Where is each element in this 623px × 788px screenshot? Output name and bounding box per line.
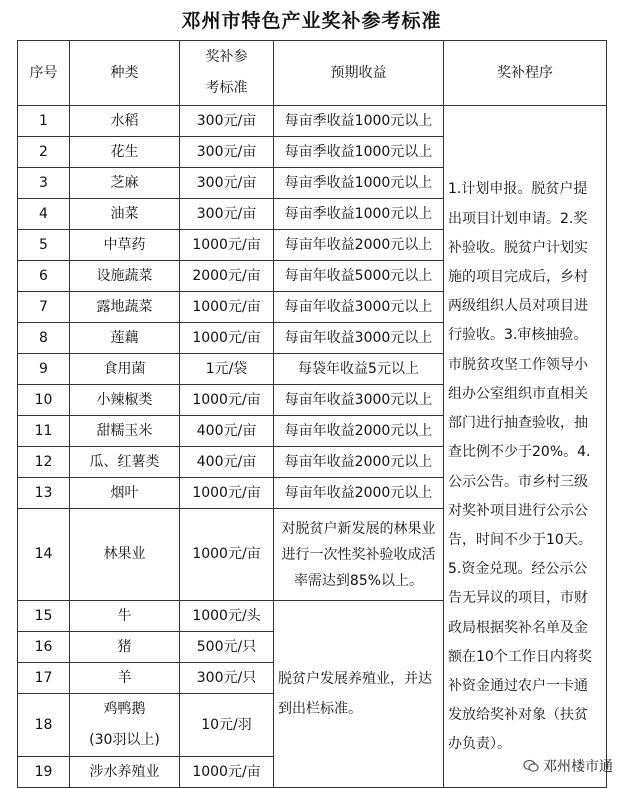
standard-cell: 300元/亩 bbox=[180, 137, 274, 168]
standard-cell: 2000元/亩 bbox=[180, 261, 274, 292]
type-cell: 涉水养殖业 bbox=[70, 757, 180, 788]
header-row bbox=[18, 41, 607, 106]
standard-cell: 300元/亩 bbox=[180, 168, 274, 199]
type-cell: 花生 bbox=[70, 137, 180, 168]
type-cell: 猪 bbox=[70, 632, 180, 663]
seq-cell: 3 bbox=[18, 168, 70, 199]
seq-cell: 6 bbox=[18, 261, 70, 292]
standard-cell: 1000元/亩 bbox=[180, 757, 274, 788]
seq-cell: 4 bbox=[18, 199, 70, 230]
seq-cell: 2 bbox=[18, 137, 70, 168]
standard-cell: 1000元/亩 bbox=[180, 385, 274, 416]
income-cell: 每亩年收益3000元以上 bbox=[274, 323, 444, 354]
type-cell: 小辣椒类 bbox=[70, 385, 180, 416]
income-cell: 每亩季收益1000元以上 bbox=[274, 199, 444, 230]
income-cell: 每亩年收益3000元以上 bbox=[274, 385, 444, 416]
header-seq: 序号 bbox=[18, 41, 70, 106]
standard-cell: 400元/亩 bbox=[180, 447, 274, 478]
type-cell: 露地蔬菜 bbox=[70, 292, 180, 323]
seq-cell: 7 bbox=[18, 292, 70, 323]
standard-cell: 1000元/亩 bbox=[180, 292, 274, 323]
type-cell: 林果业 bbox=[70, 509, 180, 601]
seq-cell: 17 bbox=[18, 663, 70, 694]
type-cell: 烟叶 bbox=[70, 478, 180, 509]
type-cell: 羊 bbox=[70, 663, 180, 694]
seq-cell: 9 bbox=[18, 354, 70, 385]
seq-cell: 18 bbox=[18, 694, 70, 757]
seq-cell: 13 bbox=[18, 478, 70, 509]
seq-cell: 12 bbox=[18, 447, 70, 478]
type-cell bbox=[70, 694, 180, 757]
standard-cell: 1元/袋 bbox=[180, 354, 274, 385]
standard-cell: 300元/亩 bbox=[180, 106, 274, 137]
type-cell: 中草药 bbox=[70, 230, 180, 261]
seq-cell: 15 bbox=[18, 601, 70, 632]
income-cell: 每亩季收益1000元以上 bbox=[274, 137, 444, 168]
header-standard-line2: 考标准 bbox=[205, 80, 248, 96]
seq-cell: 19 bbox=[18, 757, 70, 788]
seq-cell: 16 bbox=[18, 632, 70, 663]
standard-cell: 400元/亩 bbox=[180, 416, 274, 447]
seq-cell: 14 bbox=[18, 509, 70, 601]
income-cell: 每亩年收益2000元以上 bbox=[274, 478, 444, 509]
income-cell: 每亩季收益1000元以上 bbox=[274, 106, 444, 137]
subsidy-table bbox=[17, 40, 607, 788]
header-standard bbox=[180, 41, 274, 106]
type-cell: 芝麻 bbox=[70, 168, 180, 199]
watermark-text: 邓州楼市通 bbox=[543, 759, 613, 775]
standard-cell: 1000元/头 bbox=[180, 601, 274, 632]
type-cell: 水稻 bbox=[70, 106, 180, 137]
type-cell: 设施蔬菜 bbox=[70, 261, 180, 292]
page-title: 邓州市特色产业奖补参考标准 bbox=[181, 10, 442, 32]
type-cell: 瓜、红薯类 bbox=[70, 447, 180, 478]
type-cell: 牛 bbox=[70, 601, 180, 632]
income-cell: 每袋年收益5元以上 bbox=[274, 354, 444, 385]
livestock-income-cell: 脱贫户发展养殖业，并达到出栏标准。 bbox=[274, 601, 444, 788]
type-line2: (30羽以上) bbox=[89, 732, 160, 748]
standard-cell: 300元/亩 bbox=[180, 199, 274, 230]
wechat-logo-icon bbox=[523, 758, 539, 774]
type-cell: 食用菌 bbox=[70, 354, 180, 385]
type-line1: 鸡鸭鹅 bbox=[103, 701, 146, 717]
standard-cell: 1000元/亩 bbox=[180, 478, 274, 509]
income-cell: 每亩年收益2000元以上 bbox=[274, 230, 444, 261]
income-cell: 每亩年收益3000元以上 bbox=[274, 292, 444, 323]
income-cell: 每亩年收益5000元以上 bbox=[274, 261, 444, 292]
watermark bbox=[523, 756, 613, 776]
header-type: 种类 bbox=[70, 41, 180, 106]
income-cell: 每亩年收益2000元以上 bbox=[274, 416, 444, 447]
standard-cell: 10元/羽 bbox=[180, 694, 274, 757]
seq-cell: 11 bbox=[18, 416, 70, 447]
header-income: 预期收益 bbox=[274, 41, 444, 106]
type-cell: 油菜 bbox=[70, 199, 180, 230]
seq-cell: 5 bbox=[18, 230, 70, 261]
income-cell: 每亩季收益1000元以上 bbox=[274, 168, 444, 199]
procedure-cell: 1.计划申报。脱贫户提出项目计划申请。2.奖补验收。脱贫户计划实施的项目完成后，乡村两级组织人员对项目进行验收。3.审核抽验。市脱贫攻坚工作领导小组办公室组织市直相关部门进行抽查验收，抽查比例不少于20%。4.公示公告。市乡村三级对奖补项目进行公示公告，时间不少于10天。5.资金兑现。经公示公告无异议的项目，市财政局根据奖补名单及金额在10个工作日内将奖补资金通过农户一卡通发放给奖补对象（扶贫办负责）。 bbox=[444, 106, 607, 788]
income-cell: 对脱贫户新发展的林果业进行一次性奖补验收成活率需达到85%以上。 bbox=[274, 509, 444, 601]
standard-cell: 300元/只 bbox=[180, 663, 274, 694]
header-standard-line1: 奖补参 bbox=[205, 49, 248, 65]
income-cell: 每亩年收益2000元以上 bbox=[274, 447, 444, 478]
standard-cell: 500元/只 bbox=[180, 632, 274, 663]
standard-cell: 1000元/亩 bbox=[180, 323, 274, 354]
table-row bbox=[18, 106, 607, 137]
seq-cell: 10 bbox=[18, 385, 70, 416]
standard-cell: 1000元/亩 bbox=[180, 509, 274, 601]
type-cell: 甜糯玉米 bbox=[70, 416, 180, 447]
seq-cell: 8 bbox=[18, 323, 70, 354]
seq-cell: 1 bbox=[18, 106, 70, 137]
type-cell: 莲藕 bbox=[70, 323, 180, 354]
standard-cell: 1000元/亩 bbox=[180, 230, 274, 261]
header-procedure: 奖补程序 bbox=[444, 41, 607, 106]
